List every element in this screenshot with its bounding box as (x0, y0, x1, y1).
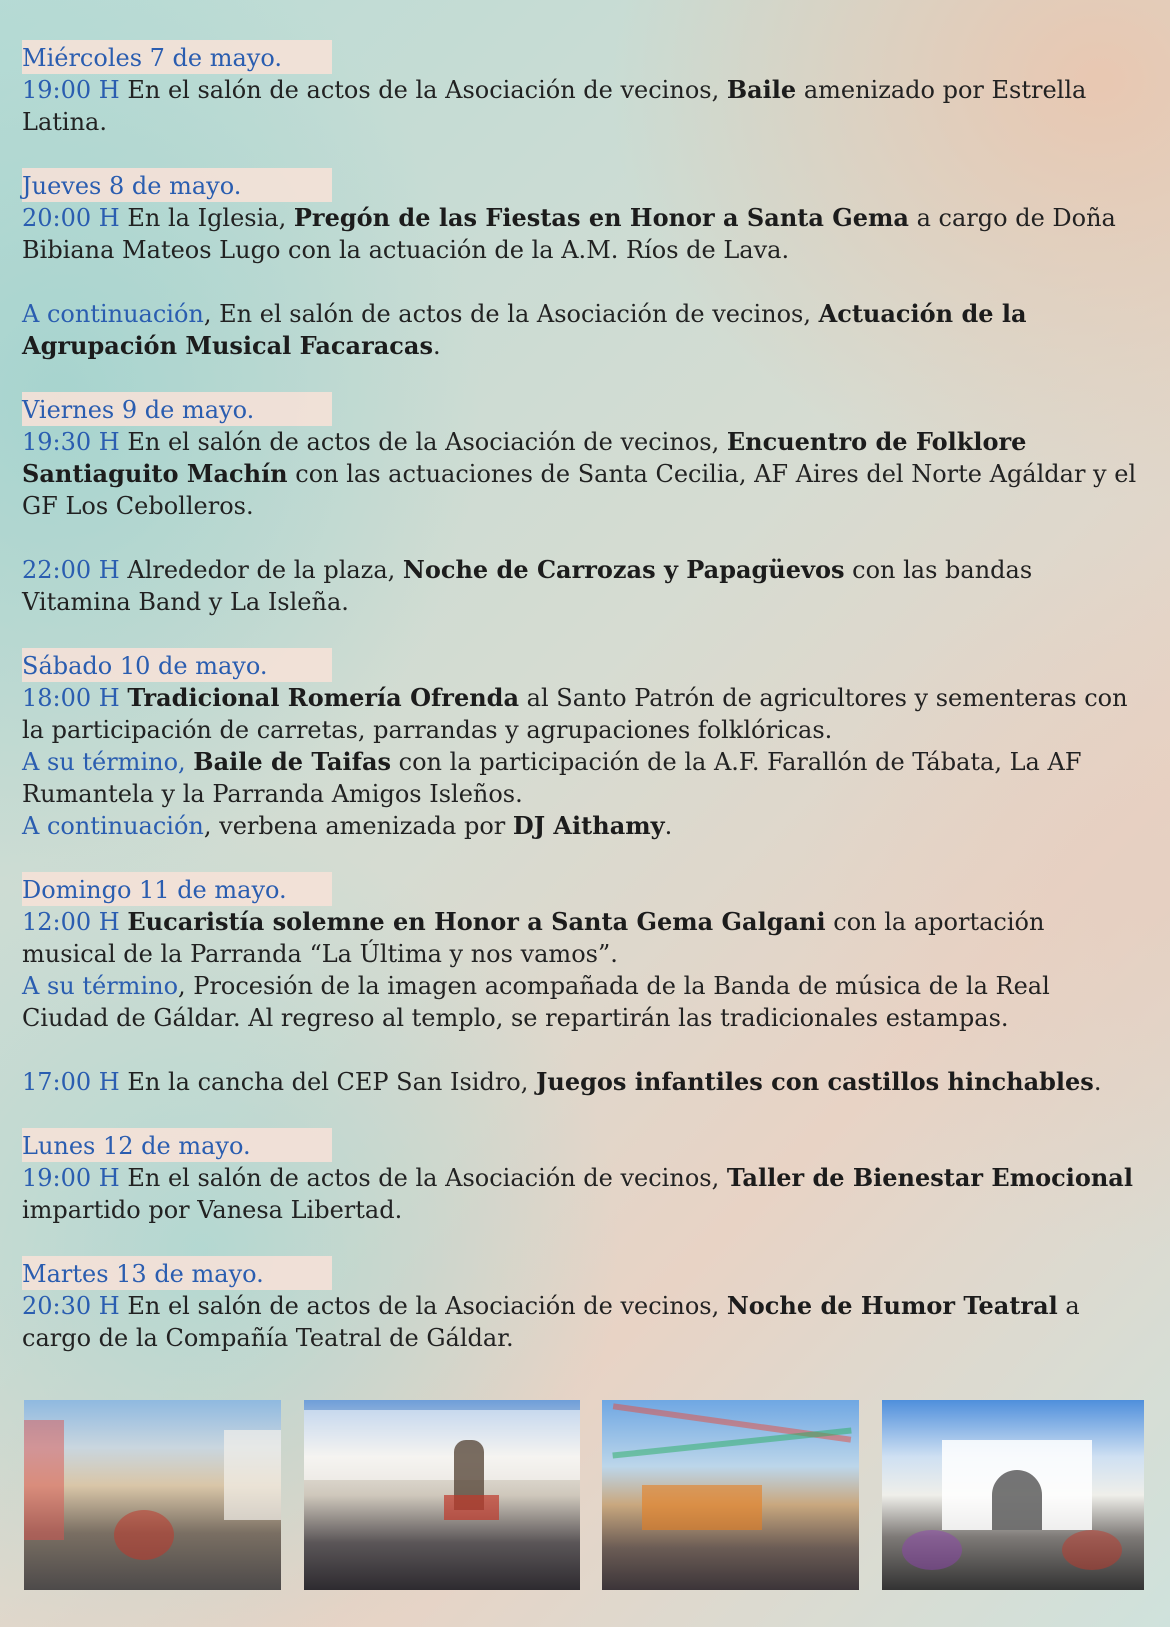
event-entry: 12:00 H Eucaristía solemne en Honor a Santa Gema Galgani con la aportación musical de la Parranda “La Última y nos vamos”. (22, 907, 1045, 968)
day-section (22, 1256, 1142, 1354)
street-procession-photo (24, 1400, 281, 1590)
saint-procession-photo (304, 1400, 580, 1590)
event-entry: 20:00 H En la Iglesia, Pregón de las Fiestas en Honor a Santa Gema a cargo de Doña Bibiana Mateos Lugo con la actuación de la A.M. Ríos de Lava. (22, 203, 1116, 264)
day-date: Martes 13 de mayo. (22, 1256, 332, 1290)
day-date: Viernes 9 de mayo. (22, 392, 332, 426)
day-date: Lunes 12 de mayo. (22, 1128, 332, 1162)
photo-strip (24, 1400, 1144, 1590)
event-entry: 22:00 H Alrededor de la plaza, Noche de Carrozas y Papagüevos con las bandas Vitamina Band y La Isleña. (22, 555, 1033, 616)
event-entry: 18:00 H Tradicional Romería Ofrenda al Santo Patrón de agricultores y sementeras con la participación de carretas, parrandas y agrupaciones folklóricas. (22, 683, 1128, 744)
event-entry: 19:00 H En el salón de actos de la Asociación de vecinos, Baile amenizado por Estrella Latina. (22, 75, 1087, 136)
event-entry: A continuación, verbena amenizada por DJ Aithamy. (22, 811, 673, 840)
event-entry: 17:00 H En la cancha del CEP San Isidro, Juegos infantiles con castillos hinchables. (22, 1067, 1102, 1096)
event-entry: 20:30 H En el salón de actos de la Asociación de vecinos, Noche de Humor Teatral a cargo de la Compañía Teatral de Gáldar. (22, 1291, 1080, 1352)
day-date: Miércoles 7 de mayo. (22, 40, 332, 74)
day-section (22, 872, 1142, 1098)
day-date: Jueves 8 de mayo. (22, 168, 332, 202)
event-entry: A continuación, En el salón de actos de la Asociación de vecinos, Actuación de la Agrupación Musical Facaracas. (22, 299, 1027, 360)
day-date: Sábado 10 de mayo. (22, 648, 332, 682)
event-entry: 19:30 H En el salón de actos de la Asociación de vecinos, Encuentro de Folklore Santiaguito Machín con las actuaciones de Santa Cecilia, AF Aires del Norte Agáldar y el GF Los Cebolleros. (22, 427, 1137, 520)
day-section (22, 40, 1142, 138)
day-section (22, 168, 1142, 362)
event-entry: A su término, Baile de Taifas con la participación de la A.F. Farallón de Tábata, La AF Rumantela y la Parranda Amigos Isleños. (22, 747, 1082, 808)
event-entry: 19:00 H En el salón de actos de la Asociación de vecinos, Taller de Bienestar Emocional impartido por Vanesa Libertad. (22, 1163, 1133, 1224)
day-date: Domingo 11 de mayo. (22, 872, 332, 906)
day-section (22, 392, 1142, 618)
program-list (22, 40, 1142, 1384)
church-dance-photo (882, 1400, 1144, 1590)
plaza-crowd-photo (602, 1400, 859, 1590)
event-entry: A su término, Procesión de la imagen acompañada de la Banda de música de la Real Ciudad de Gáldar. Al regreso al templo, se repartirán las tradicionales estampas. (22, 972, 1050, 1032)
day-section (22, 648, 1142, 842)
day-section (22, 1128, 1142, 1226)
